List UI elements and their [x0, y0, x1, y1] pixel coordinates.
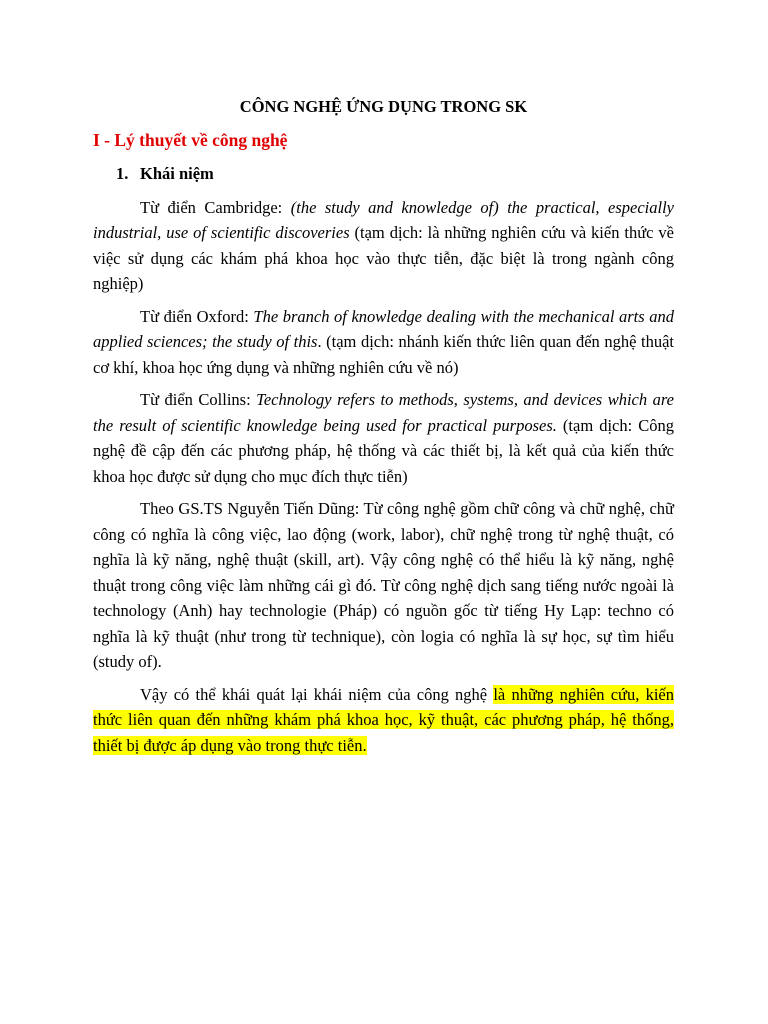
paragraph-nguyen-tien-dung: Theo GS.TS Nguyễn Tiến Dũng: Từ công nghệ gồm chữ công và chữ nghệ, chữ công có nghĩa là công việc, lao động (work, labor), chữ nghệ trong từ nghệ thuật, có nghĩa là kỹ năng, nghệ thuật (skill, art). Vậy công nghệ có thể hiểu là kỹ năng, nghệ thuật trong công việc làm những cái gì đó. Từ công nghệ dịch sang tiếng nước ngoài là technology (Anh) hay technologie (Pháp) có nguồn gốc từ tiếng Hy Lạp: techno có nghĩa là kỹ thuật (như trong từ technique), còn logia có nghĩa là sự học, sự tìm hiểu (study of). [93, 499, 674, 671]
section-heading: I - Lý thuyết về công nghệ [93, 129, 288, 150]
cambridge-translation: (tạm dịch: là những nghiên cứu và kiến thức về việc sử dụng các khám phá khoa học vào thực tiễn, đặc biệt là trong ngành công nghiệp) [93, 223, 674, 293]
cambridge-quote: (the study and knowledge of) the practical, especially industrial, use of scientific discoveries [93, 197, 674, 242]
oxford-translation: . (tạm dịch: nhánh kiến thức liên quan đến nghệ thuật cơ khí, khoa học ứng dụng và những nghiên cứu về nó) [93, 332, 674, 377]
oxford-lead: Từ điển Oxford: [140, 306, 254, 326]
document-title: CÔNG NGHỆ ỨNG DỤNG TRONG SK [239, 97, 528, 116]
collins-lead: Từ điển Collins: [140, 390, 257, 409]
collins-quote: Technology refers to methods, systems, and devices which are the result of scientific knowledge being used for practical purposes. [93, 390, 674, 435]
paragraph-oxford [93, 304, 674, 381]
subsection-label: Khái niệm [140, 164, 214, 183]
summary-lead: Vậy có thể khái quát lại khái niệm của công nghệ [140, 684, 494, 704]
subsection-heading [93, 161, 674, 187]
cambridge-lead: Từ điển Cambridge: [140, 197, 291, 217]
subsection-number: 1. [116, 164, 129, 183]
paragraph-cambridge [93, 195, 674, 297]
document-page [93, 94, 674, 765]
collins-translation: (tạm dịch: Công nghệ đề cập đến các phương pháp, hệ thống và các thiết bị, là kết quả của kiến thức khoa học được sử dụng cho mục đích thực tiễn) [93, 415, 674, 486]
oxford-quote: The branch of knowledge dealing with the mechanical arts and applied sciences; the study of this [93, 306, 674, 351]
paragraph-collins [93, 387, 674, 489]
paragraph-summary [93, 682, 674, 759]
summary-highlight: là những nghiên cứu, kiến thức liên quan đến những khám phá khoa học, kỹ thuật, các phương pháp, hệ thống, thiết bị được áp dụng vào trong thực tiễn. [93, 684, 674, 755]
